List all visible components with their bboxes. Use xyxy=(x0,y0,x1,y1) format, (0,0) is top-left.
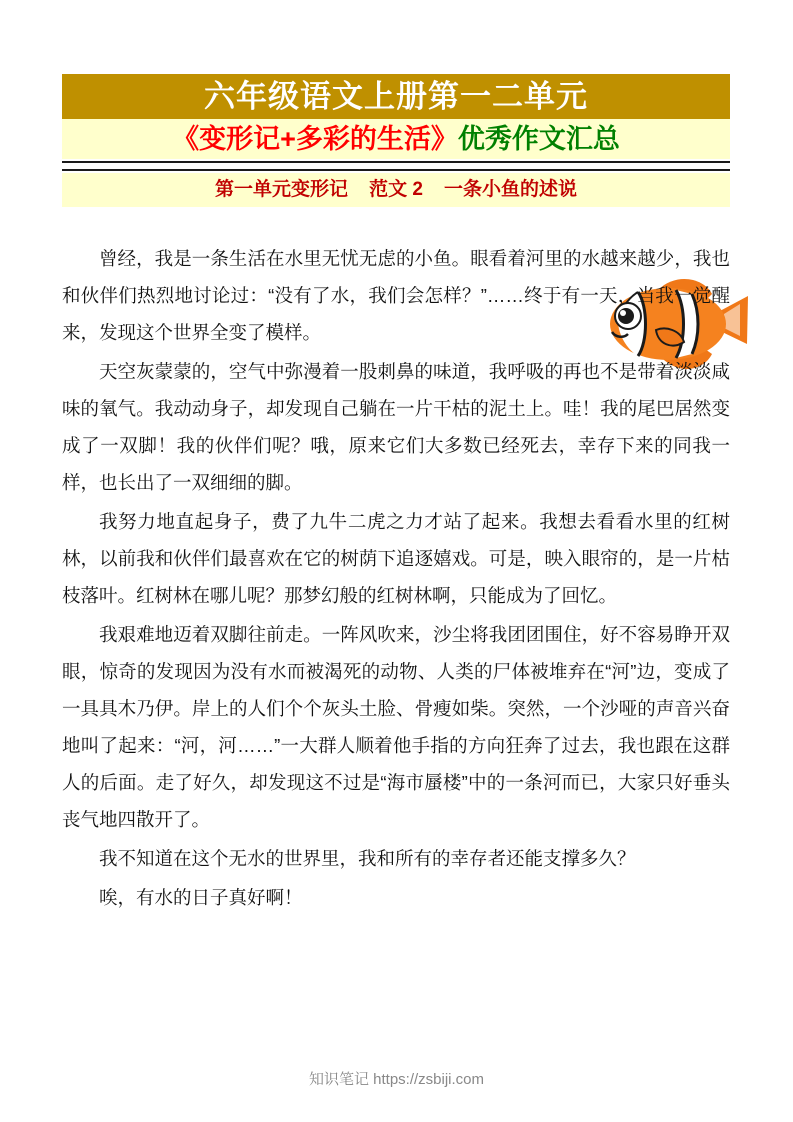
footer-watermark: 知识笔记 https://zsbiji.com xyxy=(308,1071,485,1088)
title-part-red: 《变形记+多彩的生活》 xyxy=(172,124,458,154)
paragraph: 曾经，我是一条生活在水里无忧无虑的小鱼。眼看着河里的水越来越少，我也和伙伴们热烈地讨论过：“没有了水，我们会怎样？”……终于有一天，当我一觉醒来，发现这个世界全变了模样。 xyxy=(62,248,730,343)
title-block xyxy=(62,74,730,207)
essay-body xyxy=(62,240,730,918)
paragraph: 我努力地直起身子，费了九牛二虎之力才站了起来。我想去看看水里的红树林，以前我和伙伴们最喜欢在它的树荫下追逐嬉戏。可是，映入眼帘的，是一片枯枝落叶。红树林在哪儿呢？那梦幻般的红树林啊，只能成为了回忆。 xyxy=(62,511,730,606)
paragraph: 唉，有水的日子真好啊！ xyxy=(99,887,303,908)
document-subtitle-colored xyxy=(62,119,730,159)
paragraph: 我不知道在这个无水的世界里，我和所有的幸存者还能支撑多久？ xyxy=(99,848,636,869)
paragraph: 我艰难地迈着双脚往前走。一阵风吹来，沙尘将我团团围住，好不容易睁开双眼，惊奇的发现因为没有水而被渴死的动物、人类的尸体被堆弃在“河”边，变成了一具具木乃伊。岸上的人们个个灰头土脸、骨瘦如柴。突然，一个沙哑的声音兴奋地叫了起来：“河，河……”一大群人顺着他手指的方向狂奔了过去，我也跟在这群人的后面。走了好久，却发现这不过是“海市蜃楼”中的一条河而已，大家只好垂头丧气地四散开了。 xyxy=(62,624,730,830)
paragraph: 天空灰蒙蒙的，空气中弥漫着一股刺鼻的味道，我呼吸的再也不是带着淡淡咸味的氧气。我动动身子，却发现自己躺在一片干枯的泥土上。哇！我的尾巴居然变成了一双脚！我的伙伴们呢？哦，原来它们大多数已经死去，幸存下来的同我一样，也长出了一双细细的脚。 xyxy=(62,361,730,493)
document-title: 六年级语文上册第一二单元 xyxy=(62,74,730,119)
divider-double-rule xyxy=(62,161,730,171)
title-part-green: 优秀作文汇总 xyxy=(457,124,620,154)
section-heading: 第一单元变形记 范文 2 一条小鱼的述说 xyxy=(62,173,730,207)
